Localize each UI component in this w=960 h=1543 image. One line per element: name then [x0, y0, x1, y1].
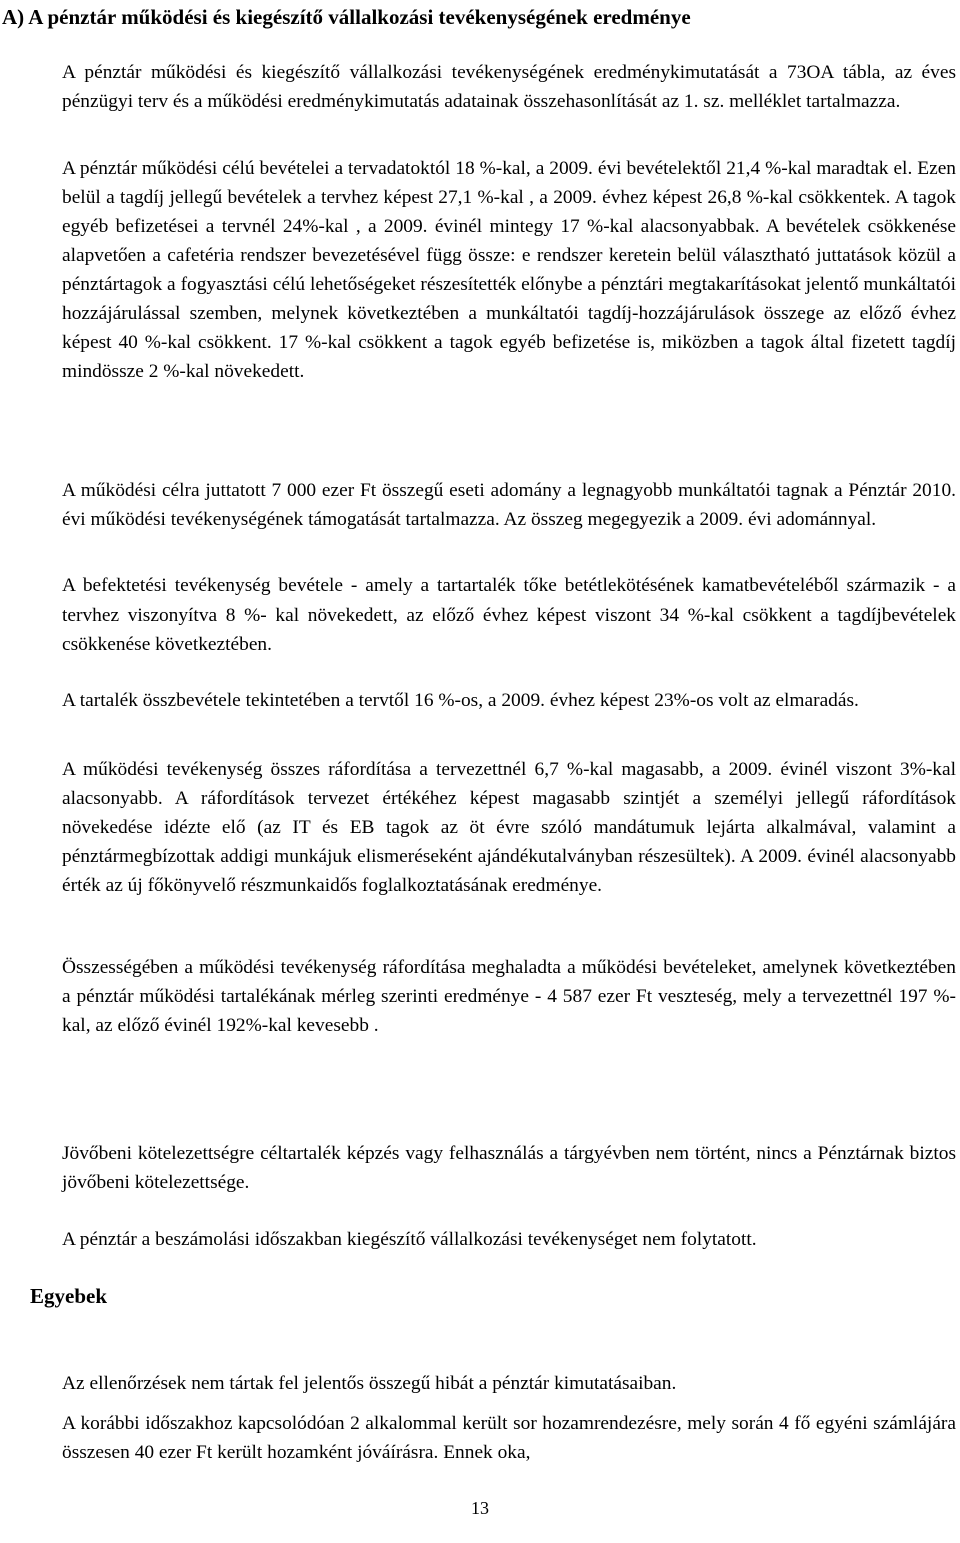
section-heading: A) A pénztár működési és kiegészítő vállalkozási tevékenységének eredménye — [2, 5, 691, 29]
paragraph-provisions: Jövőbeni kötelezettségre céltartalék képzés vagy felhasználás a tárgyévben nem történt, nincs a Pénztárnak biztos jövőbeni kötelezettsége. — [62, 1143, 956, 1193]
paragraph-intro: A pénztár működési és kiegészítő vállalkozási tevékenységének eredménykimutatását a 73OA tábla, az éves pénzügyi terv és a működési eredménykimutatás adatainak összehasonlítását az 1. sz. melléklet tartalmazza. — [62, 62, 956, 112]
paragraph-supplementary: A pénztár a beszámolási időszakban kiegészítő vállalkozási tevékenységet nem folytatott. — [62, 1229, 757, 1250]
paragraph-revenues: A pénztár működési célú bevételei a tervadatoktól 18 %-kal, a 2009. évi bevételektől 21,4 %-kal maradtak el. Ezen belül a tagdíj jellegű bevételek a tervhez képest 27,1 %-kal , a 2009. évhez képest 26,8 %-kal csökkentek. A tagok egyéb befizetései a tervnél 24%-kal , a 2009. évinél mintegy 17 %-kal alacsonyabbak. A bevételek csökkenése alapvetően a cafetéria rendszer bevezetésével függ össze: e rendszer keretein belül választható juttatások közül a pénztártagok a fogyasztási célú lehetőségeket részesítették előnybe a pénztári megtakarításokat jelentő munkáltatói hozzájárulással szemben, melynek következtében a munkáltatói tagdíj-hozzájárulások összege az előző évhez képest 40 %-kal csökkent. 17 %-kal csökkent a tagok egyéb befizetése is, miközben a tagok által fizetett tagdíj mindössze 2 %-kal növekedett. — [62, 158, 956, 382]
page-number: 13 — [471, 1498, 489, 1518]
paragraph-reserve: A tartalék összbevétele tekintetében a tervtől 16 %-os, a 2009. évhez képest 23%-os volt az elmaradás. — [62, 690, 859, 711]
paragraph-audit: Az ellenőrzések nem tártak fel jelentős összegű hibát a pénztár kimutatásaiban. — [62, 1373, 677, 1394]
paragraph-yield-settlement: A korábbi időszakhoz kapcsolódóan 2 alkalommal került sor hozamrendezésre, mely során 4 fő egyéni számlájára összesen 40 ezer Ft került hozamként jóváírásra. Ennek oka, — [62, 1413, 956, 1463]
paragraph-donation: A működési célra juttatott 7 000 ezer Ft összegű eseti adomány a legnagyobb munkáltatói tagnak a Pénztár 2010. évi működési tevékenységének támogatását tartalmazza. Az összeg megegyezik a 2009. évi adománnyal. — [62, 480, 956, 530]
paragraph-summary: Összességében a működési tevékenység ráfordítása meghaladta a működési bevételeket, amelynek következtében a pénztár működési tartalékának mérleg szerinti eredménye - 4 587 ezer Ft veszteség, mely a tervezettnél 197 %-kal, az előző évinél 192%-kal kevesebb . — [62, 957, 956, 1036]
paragraph-expenses: A működési tevékenység összes ráfordítása a tervezettnél 6,7 %-kal magasabb, a 2009. évinél viszont 3%-kal alacsonyabb. A ráfordítások tervezet értékéhez képest magasabb szintjét a személyi jellegű ráfordítások növekedése idézte elő (az IT és EB tagok az öt évre szóló mandátumuk lejárta alkalmával, valamint a pénztármegbízottak addigi munkájuk elismeréseként ajándékutalványban részesültek). A 2009. évinél alacsonyabb érték az új főkönyvelő részmunkaidős foglalkoztatásának eredménye. — [62, 759, 956, 896]
paragraph-investment: A befektetési tevékenység bevétele - amely a tartartalék tőke betétlekötésének kamatbevételéből származik - a tervhez viszonyítva 8 %- kal növekedett, az előző évhez képest viszont 34 %-kal csökkent a tagdíjbevételek csökkenése következtében. — [62, 575, 956, 655]
section-subheading: Egyebek — [30, 1284, 108, 1308]
